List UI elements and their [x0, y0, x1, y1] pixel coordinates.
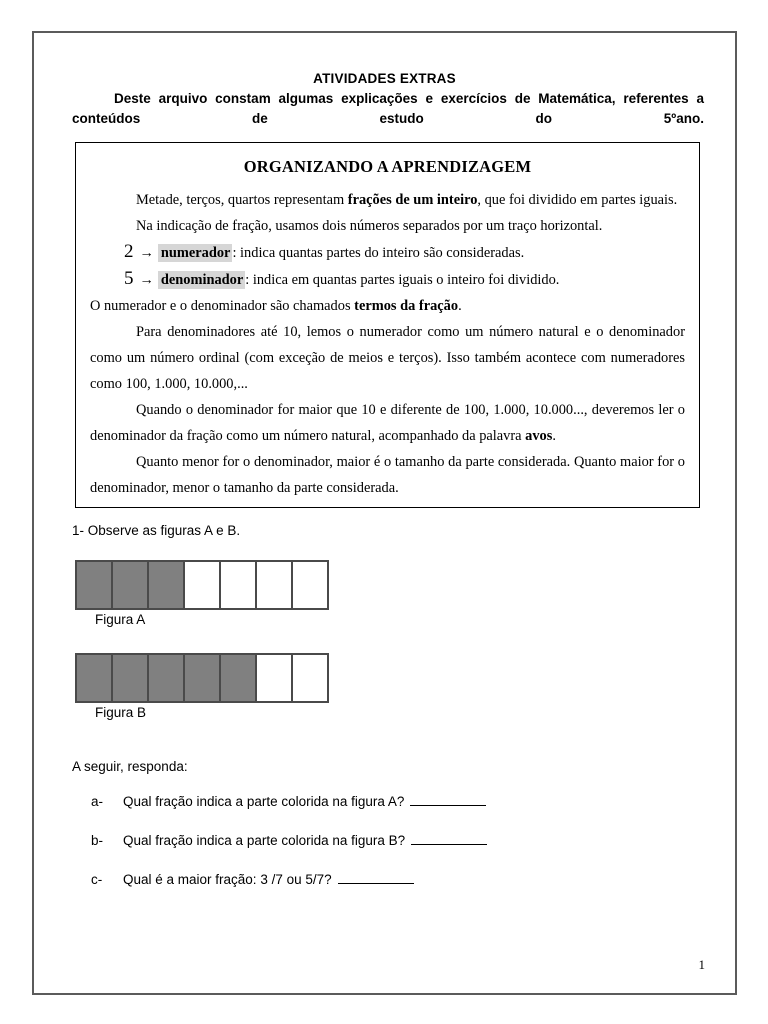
page-content — [34, 33, 735, 993]
p5-part-b: . — [552, 428, 556, 444]
exercise-prompt: 1- Observe as figuras A e B. — [72, 523, 241, 538]
page-number: 1 — [698, 957, 705, 972]
figure-cell — [113, 562, 149, 608]
figure-cell — [149, 562, 185, 608]
figure-cell — [293, 562, 327, 608]
question-list — [91, 794, 651, 911]
figure-cell — [221, 562, 257, 608]
p1-bold: frações de um inteiro — [347, 192, 478, 208]
figure-cell — [185, 655, 221, 701]
learning-paragraph-2: Na indicação de fração, usamos dois números separados por um traço horizontal. — [136, 218, 603, 234]
figure-cell — [77, 655, 113, 701]
answer-blank[interactable] — [338, 872, 414, 884]
figure-cell — [149, 655, 185, 701]
figure-cell — [77, 562, 113, 608]
question-text: Qual é a maior fração: 3 /7 ou 5/7? — [123, 872, 332, 887]
document-title: ATIVIDADES EXTRAS — [313, 71, 456, 86]
learning-paragraph-1 — [90, 187, 685, 213]
denominator-description: : indica em quantas partes iguais o inteiro foi dividido. — [245, 272, 560, 288]
figure-b-bar — [75, 653, 329, 703]
question-text: Qual fração indica a parte colorida na figura A? — [123, 794, 405, 809]
learning-box — [75, 142, 700, 508]
numerator-term: numerador — [158, 244, 233, 262]
question-marker: c- — [91, 872, 103, 887]
figure-b-block — [75, 653, 329, 720]
page-frame — [32, 31, 737, 995]
p5-part-a: Quando o denominador for maior que 10 e diferente de 100, 1.000, 10.000..., deveremos ler o denominador da fração como um número natural, acompanhado da palavra — [90, 402, 685, 444]
figure-cell — [257, 562, 293, 608]
denominator-line — [90, 266, 685, 293]
denominator-number: 5 — [124, 268, 134, 289]
figure-cell — [221, 655, 257, 701]
figure-cell — [257, 655, 293, 701]
question-item — [91, 872, 651, 887]
numerator-description: : indica quantas partes do inteiro são consideradas. — [232, 245, 525, 261]
figure-b-label: Figura B — [95, 705, 147, 720]
figure-cell — [113, 655, 149, 701]
document-intro: Deste arquivo constam algumas explicações e exercícios de Matemática, referentes a conteúdos de estudo do 5ºano. — [72, 91, 704, 126]
p1-part-b: , que foi dividido em partes iguais. — [477, 192, 678, 208]
denominator-term: denominador — [158, 271, 245, 289]
learning-paragraph-4: Para denominadores até 10, lemos o numerador como um número natural e o denominador como um número ordinal (com exceção de meios e terços). Isso também acontece com numeradores como 100, 1.000, 10.000,... — [90, 324, 685, 392]
p3-part-b: . — [458, 298, 462, 314]
answer-blank[interactable] — [410, 794, 486, 806]
arrow-icon: → — [139, 245, 154, 261]
question-text: Qual fração indica a parte colorida na figura B? — [123, 833, 406, 848]
figure-cell — [293, 655, 327, 701]
figure-cell — [185, 562, 221, 608]
figure-a-bar — [75, 560, 329, 610]
p3-part-a: O numerador e o denominador são chamados — [90, 298, 355, 314]
question-item — [91, 833, 651, 848]
arrow-icon: → — [139, 272, 154, 288]
numerator-line — [90, 239, 685, 266]
learning-paragraph-3 — [90, 293, 685, 319]
learning-paragraph-6: Quanto menor for o denominador, maior é o tamanho da parte considerada. Quanto maior for o denominador, menor o tamanho da parte considerada. — [90, 454, 685, 496]
figure-a-label: Figura A — [95, 612, 146, 627]
p5-bold: avos — [525, 428, 553, 444]
question-marker: b- — [91, 833, 104, 848]
learning-box-title: ORGANIZANDO A APRENDIZAGEM — [243, 157, 532, 176]
answer-prompt: A seguir, responda: — [72, 759, 188, 774]
figure-a-block — [75, 560, 329, 627]
numerator-number: 2 — [124, 241, 134, 262]
answer-blank[interactable] — [411, 833, 487, 845]
question-item — [91, 794, 651, 809]
learning-paragraph-5 — [90, 397, 685, 449]
p3-bold: termos da fração — [354, 298, 459, 314]
question-marker: a- — [91, 794, 104, 809]
p1-part-a: Metade, terços, quartos representam — [136, 192, 348, 208]
